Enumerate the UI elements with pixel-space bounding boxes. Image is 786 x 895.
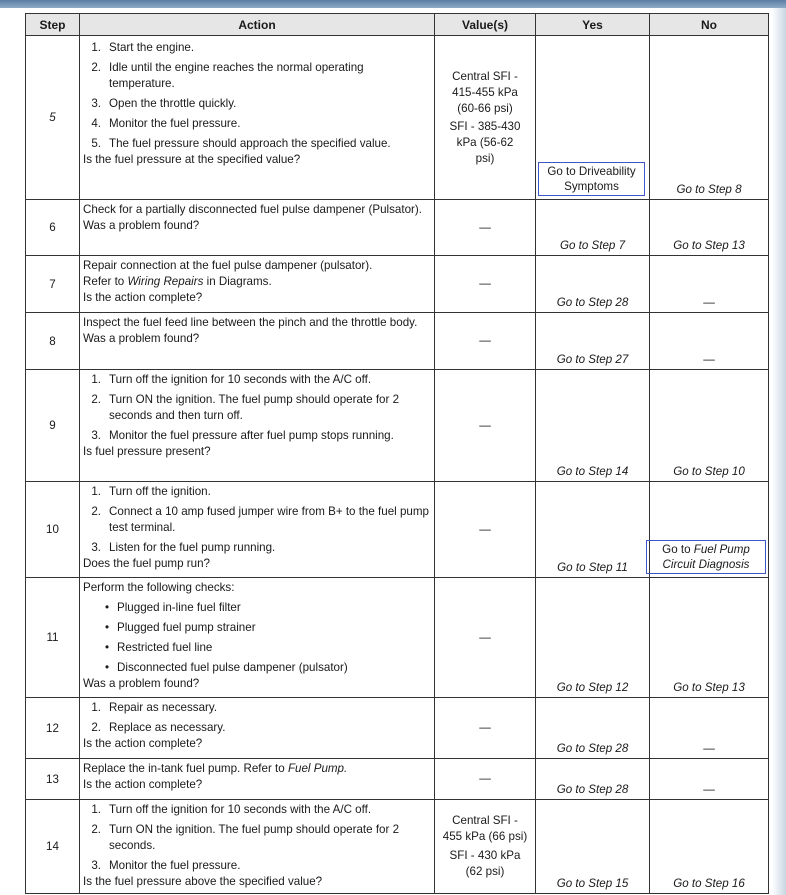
step-number: 13: [26, 759, 80, 800]
table-row: [26, 578, 769, 698]
value-cell: [435, 800, 536, 894]
no-cell: [650, 800, 769, 894]
question-text: Is fuel pressure present?: [83, 445, 211, 458]
list-item: 2. Connect a 10 amp fused jumper wire from B+ to the fuel pump test terminal.: [91, 505, 429, 534]
list-item: 1. Turn off the ignition for 10 seconds with the A/C off.: [91, 803, 372, 816]
header-action: Action: [80, 14, 435, 36]
step-number: 14: [26, 800, 80, 894]
list-item: 3. Monitor the fuel pressure after fuel pump stops running.: [91, 429, 394, 442]
yes-cell: [536, 313, 650, 370]
value-sfi: SFI - 385-430 kPa (56-62 psi): [449, 119, 521, 165]
question-text: Is the fuel pressure at the specified value?: [83, 153, 301, 166]
list-item: 1. Repair as necessary.: [91, 701, 218, 714]
no-dash: —: [703, 353, 715, 366]
list-item: 1. Turn off the ignition.: [91, 485, 211, 498]
action-cell: [80, 370, 435, 482]
window-title-bar: [0, 0, 786, 8]
table-row: [26, 200, 769, 256]
no-cell: [650, 200, 769, 256]
action-text: Repair connection at the fuel pulse dampener (pulsator).: [83, 259, 373, 272]
value-cell: —: [435, 256, 536, 313]
table-row: [26, 482, 769, 578]
step-number: 12: [26, 698, 80, 759]
no-cell: [650, 313, 769, 370]
table-row: [26, 759, 769, 800]
list-item: 1. Turn off the ignition for 10 seconds with the A/C off.: [91, 373, 372, 386]
action-cell: [80, 578, 435, 698]
link-step-28[interactable]: Go to Step 28: [556, 296, 629, 309]
yes-cell: [536, 800, 650, 894]
list-item: 2. Turn ON the ignition. The fuel pump should operate for 2 seconds and then turn off.: [91, 393, 400, 422]
list-item: 5. The fuel pressure should approach the specified value.: [91, 137, 391, 150]
question-text: Is the action complete?: [83, 737, 203, 750]
action-text: Check for a partially disconnected fuel pulse dampener (Pulsator).: [83, 203, 422, 216]
action-text: Perform the following checks:: [83, 581, 235, 594]
question-text: Is the action complete?: [83, 291, 203, 304]
action-cell: [80, 313, 435, 370]
action-cell: [80, 698, 435, 759]
window-edge: [772, 8, 786, 895]
table-header-row: [26, 14, 769, 36]
step-number: 10: [26, 482, 80, 578]
question-text: Is the action complete?: [83, 778, 203, 791]
link-step-10[interactable]: Go to Step 10: [673, 465, 745, 478]
no-cell: [650, 482, 769, 578]
table-row: [26, 370, 769, 482]
action-cell: [80, 36, 435, 200]
list-item: 1. Start the engine.: [91, 41, 195, 54]
list-item: • Plugged in-line fuel filter: [104, 601, 241, 614]
no-dash: —: [703, 783, 715, 796]
value-cell: —: [435, 200, 536, 256]
list-item: 3. Listen for the fuel pump running.: [91, 541, 276, 554]
no-cell: [650, 36, 769, 200]
step-number: 7: [26, 256, 80, 313]
link-driveability-symptoms[interactable]: Go to Driveability Symptoms: [538, 162, 645, 196]
yes-cell: [536, 200, 650, 256]
list-item: 3. Monitor the fuel pressure.: [91, 859, 241, 872]
list-item: • Disconnected fuel pulse dampener (pulsator): [104, 661, 348, 674]
value-cell: —: [435, 759, 536, 800]
no-cell: [650, 256, 769, 313]
table-row: [26, 313, 769, 370]
step-number: 8: [26, 313, 80, 370]
link-step-14[interactable]: Go to Step 14: [556, 465, 629, 478]
action-cell: [80, 759, 435, 800]
no-cell: [650, 759, 769, 800]
link-step-16[interactable]: Go to Step 16: [673, 877, 745, 890]
diagnostic-table: [25, 13, 769, 894]
link-fuel-pump-circuit-diagnosis[interactable]: Go to Fuel Pump Circuit Diagnosis: [646, 540, 766, 574]
no-dash: —: [703, 742, 715, 755]
link-step-12[interactable]: Go to Step 12: [556, 681, 629, 694]
link-fuel-pump[interactable]: Fuel Pump.: [287, 762, 348, 775]
yes-cell: [536, 36, 650, 200]
action-cell: [80, 482, 435, 578]
value-cell: —: [435, 482, 536, 578]
action-cell: [80, 800, 435, 894]
question-text: Does the fuel pump run?: [83, 557, 210, 570]
link-step-15[interactable]: Go to Step 15: [556, 877, 629, 890]
yes-cell: [536, 578, 650, 698]
no-cell: [650, 370, 769, 482]
refer-line: Refer to Wiring Repairs in Diagrams.: [83, 275, 272, 288]
value-cell: —: [435, 578, 536, 698]
value-sfi: SFI - 430 kPa (62 psi): [449, 849, 521, 878]
question-text: Is the fuel pressure above the specified value?: [83, 875, 323, 888]
link-step-27[interactable]: Go to Step 27: [556, 353, 629, 366]
action-text: Replace the in-tank fuel pump. Refer to Fuel Pump.: [83, 762, 348, 775]
header-values: Value(s): [435, 14, 536, 36]
value-cell: —: [435, 313, 536, 370]
link-step-13[interactable]: Go to Step 13: [673, 681, 745, 694]
yes-cell: [536, 482, 650, 578]
step-number: 5: [26, 36, 80, 200]
table-row: [26, 256, 769, 313]
action-cell: [80, 256, 435, 313]
link-step-13[interactable]: Go to Step 13: [673, 239, 745, 252]
no-cell: [650, 578, 769, 698]
step-number: 11: [26, 578, 80, 698]
link-step-7[interactable]: Go to Step 7: [559, 239, 626, 252]
header-step: Step: [26, 14, 80, 36]
table-row: [26, 698, 769, 759]
value-central-sfi: Central SFI - 455 kPa (66 psi): [442, 814, 528, 843]
question-text: Was a problem found?: [83, 332, 200, 345]
no-cell: [650, 698, 769, 759]
question-text: Was a problem found?: [83, 677, 200, 690]
list-item: 4. Monitor the fuel pressure.: [91, 117, 241, 130]
header-yes: Yes: [536, 14, 650, 36]
link-step-28[interactable]: Go to Step 28: [556, 783, 629, 796]
yes-cell: [536, 370, 650, 482]
value-cell: —: [435, 370, 536, 482]
action-text: Inspect the fuel feed line between the pinch and the throttle body.: [83, 316, 418, 329]
link-step-11[interactable]: Go to Step 11: [557, 561, 628, 574]
list-item: 2. Replace as necessary.: [91, 721, 226, 734]
table-row: [26, 36, 769, 200]
value-central-sfi: Central SFI - 415-455 kPa (60-66 psi): [452, 69, 518, 115]
yes-cell: [536, 698, 650, 759]
table-row: [26, 800, 769, 894]
step-number: 9: [26, 370, 80, 482]
no-dash: —: [703, 296, 715, 309]
link-wiring-repairs[interactable]: Wiring Repairs: [127, 275, 204, 288]
yes-cell: [536, 256, 650, 313]
list-item: 2. Idle until the engine reaches the normal operating temperature.: [91, 61, 364, 90]
link-step-8[interactable]: Go to Step 8: [676, 183, 742, 196]
value-cell: [435, 36, 536, 200]
yes-cell: [536, 759, 650, 800]
link-step-28[interactable]: Go to Step 28: [556, 742, 629, 755]
list-item: 3. Open the throttle quickly.: [91, 97, 237, 110]
header-no: No: [650, 14, 769, 36]
list-item: • Plugged fuel pump strainer: [104, 621, 256, 634]
step-number: 6: [26, 200, 80, 256]
action-cell: [80, 200, 435, 256]
value-cell: —: [435, 698, 536, 759]
question-text: Was a problem found?: [83, 219, 200, 232]
list-item: 2. Turn ON the ignition. The fuel pump should operate for 2 seconds.: [91, 823, 400, 852]
list-item: • Restricted fuel line: [104, 641, 213, 654]
